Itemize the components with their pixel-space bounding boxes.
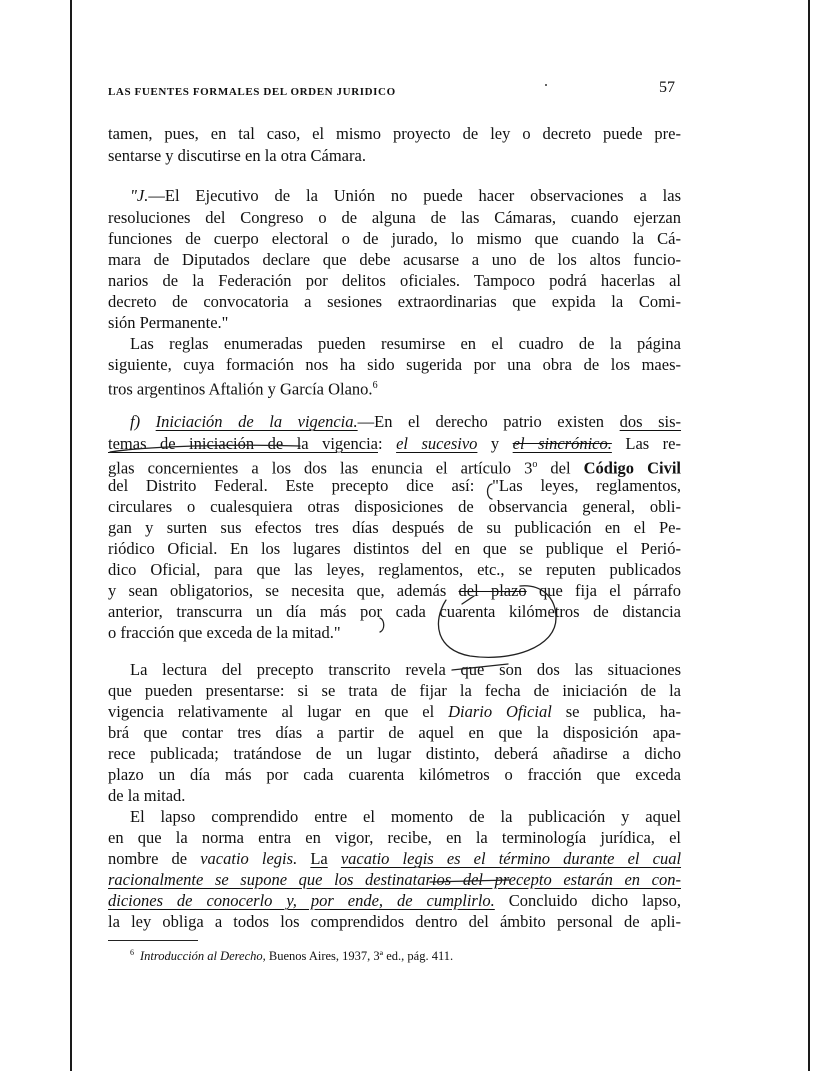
text-line: temas de iniciación de la vigencia: el sucesivo y el sincrónico. Las re- xyxy=(108,434,681,453)
text-line: la ley obliga a todos los comprendidos dentro del ámbito personal de apli- xyxy=(108,912,681,931)
text-line: brá que contar tres días a partir de aquel en que la disposición apa- xyxy=(108,723,681,742)
section-letter: f) xyxy=(130,412,141,431)
text-line: riódico Oficial. En los lugares distintos del en que se publique el Perió- xyxy=(108,539,681,558)
text-line: sión Permanente." xyxy=(108,313,229,332)
footnote-title: Introducción al Derecho, xyxy=(140,949,266,964)
running-head: LAS FUENTES FORMALES DEL ORDEN JURIDICO xyxy=(108,86,396,98)
text-line: en que la norma entra en vigor, recibe, en la terminología jurídica, el xyxy=(108,828,681,847)
footnote-ref: 6 xyxy=(372,380,378,391)
footnote-detail: Buenos Aires, 1937, 3ª ed., pág. 411. xyxy=(268,949,454,964)
text-line: diciones de conocerlo y, por ende, de cumplirlo. Concluido dicho lapso, xyxy=(108,891,681,910)
text-line: anterior, transcurra un día más por cada cuarenta kilómetros de distancia xyxy=(108,602,681,621)
text-line: Las reglas enumeradas pueden resumirse en el cuadro de la página xyxy=(130,334,681,353)
left-frame-edge xyxy=(70,0,72,1071)
text-line: racionalmente se supone que los destinatarios del precepto estarán en con- xyxy=(108,870,681,889)
footnote-number: 6 xyxy=(130,948,134,957)
text-line: siguiente, cuya formación nos ha sido sugerida por una obra de los maes- xyxy=(108,355,681,374)
text-line: nombre de vacatio legis. La vacatio legis es el término durante el cual xyxy=(108,849,682,868)
text-line: funciones de cuerpo electoral o de jurado, lo mismo que cuando la Cá- xyxy=(108,229,681,248)
text-line: que pueden presentarse: si se trata de fijar la fecha de iniciación de la xyxy=(108,681,681,700)
text-line: La lectura del precepto transcrito revela que son dos las situaciones xyxy=(130,660,681,679)
text-line: rece publicada; tratándose de un lugar distinto, deberá añadirse a dicho xyxy=(108,744,681,763)
text-line: plazo un día más por cada cuarenta kilómetros o fracción que exceda xyxy=(108,765,681,784)
right-frame-edge xyxy=(808,0,810,1071)
text-line: "J.—El Ejecutivo de la Unión no puede hacer observaciones a las xyxy=(130,186,681,205)
text-line: y sean obligatorios, se necesita que, además del plazo que fija el párrafo xyxy=(108,581,682,600)
page-number: 57 xyxy=(659,79,675,96)
scan-speck xyxy=(545,84,547,86)
text-line: f) Iniciación de la vigencia.—En el derecho patrio existen dos sis- xyxy=(130,412,682,431)
text-line: glas concernientes a los dos las enuncia el artículo 3$^o$ del Código Civil xyxy=(108,458,681,478)
text-line: decreto de convocatoria a sesiones extraordinarias que expida la Comi- xyxy=(108,292,681,311)
footnote xyxy=(130,945,453,964)
fraction-letter: "J. xyxy=(130,186,149,205)
text-line: gan y surten sus efectos tres días después de su publicación en el Pe- xyxy=(108,518,681,537)
text-line: de la mitad. xyxy=(108,786,186,805)
text-line: tamen, pues, en tal caso, el mismo proyecto de ley o decreto puede pre- xyxy=(108,124,681,143)
text-line: del Distrito Federal. Este precepto dice así: "Las leyes, reglamentos, xyxy=(108,476,681,495)
text-line: vigencia relativamente al lugar en que el Diario Oficial se publica, ha- xyxy=(108,702,681,721)
text-line: narios de la Federación por delitos oficiales. Tampoco podrá hacerlas al xyxy=(108,271,681,290)
text-line: circulares o cualesquiera otras disposiciones de observancia general, obli- xyxy=(108,497,681,516)
text-line: sentarse y discutirse en la otra Cámara. xyxy=(108,146,366,165)
section-title: Iniciación de la vigencia. xyxy=(155,412,358,431)
text-line: mara de Diputados declare que debe acusarse a uno de los altos funcio- xyxy=(108,250,681,269)
text-line: dico Oficial, para que las leyes, reglamentos, etc., se reputen publicados xyxy=(108,560,681,579)
text-line: El lapso comprendido entre el momento de la publicación y aquel xyxy=(130,807,681,826)
text-line: resoluciones del Congreso o de alguna de las Cámaras, cuando ejerzan xyxy=(108,208,681,227)
text-line: o fracción que exceda de la mitad." xyxy=(108,623,341,642)
footnote-rule xyxy=(108,940,198,941)
text-line: tros argentinos Aftalión y García Olano.$^6$ xyxy=(108,379,378,399)
